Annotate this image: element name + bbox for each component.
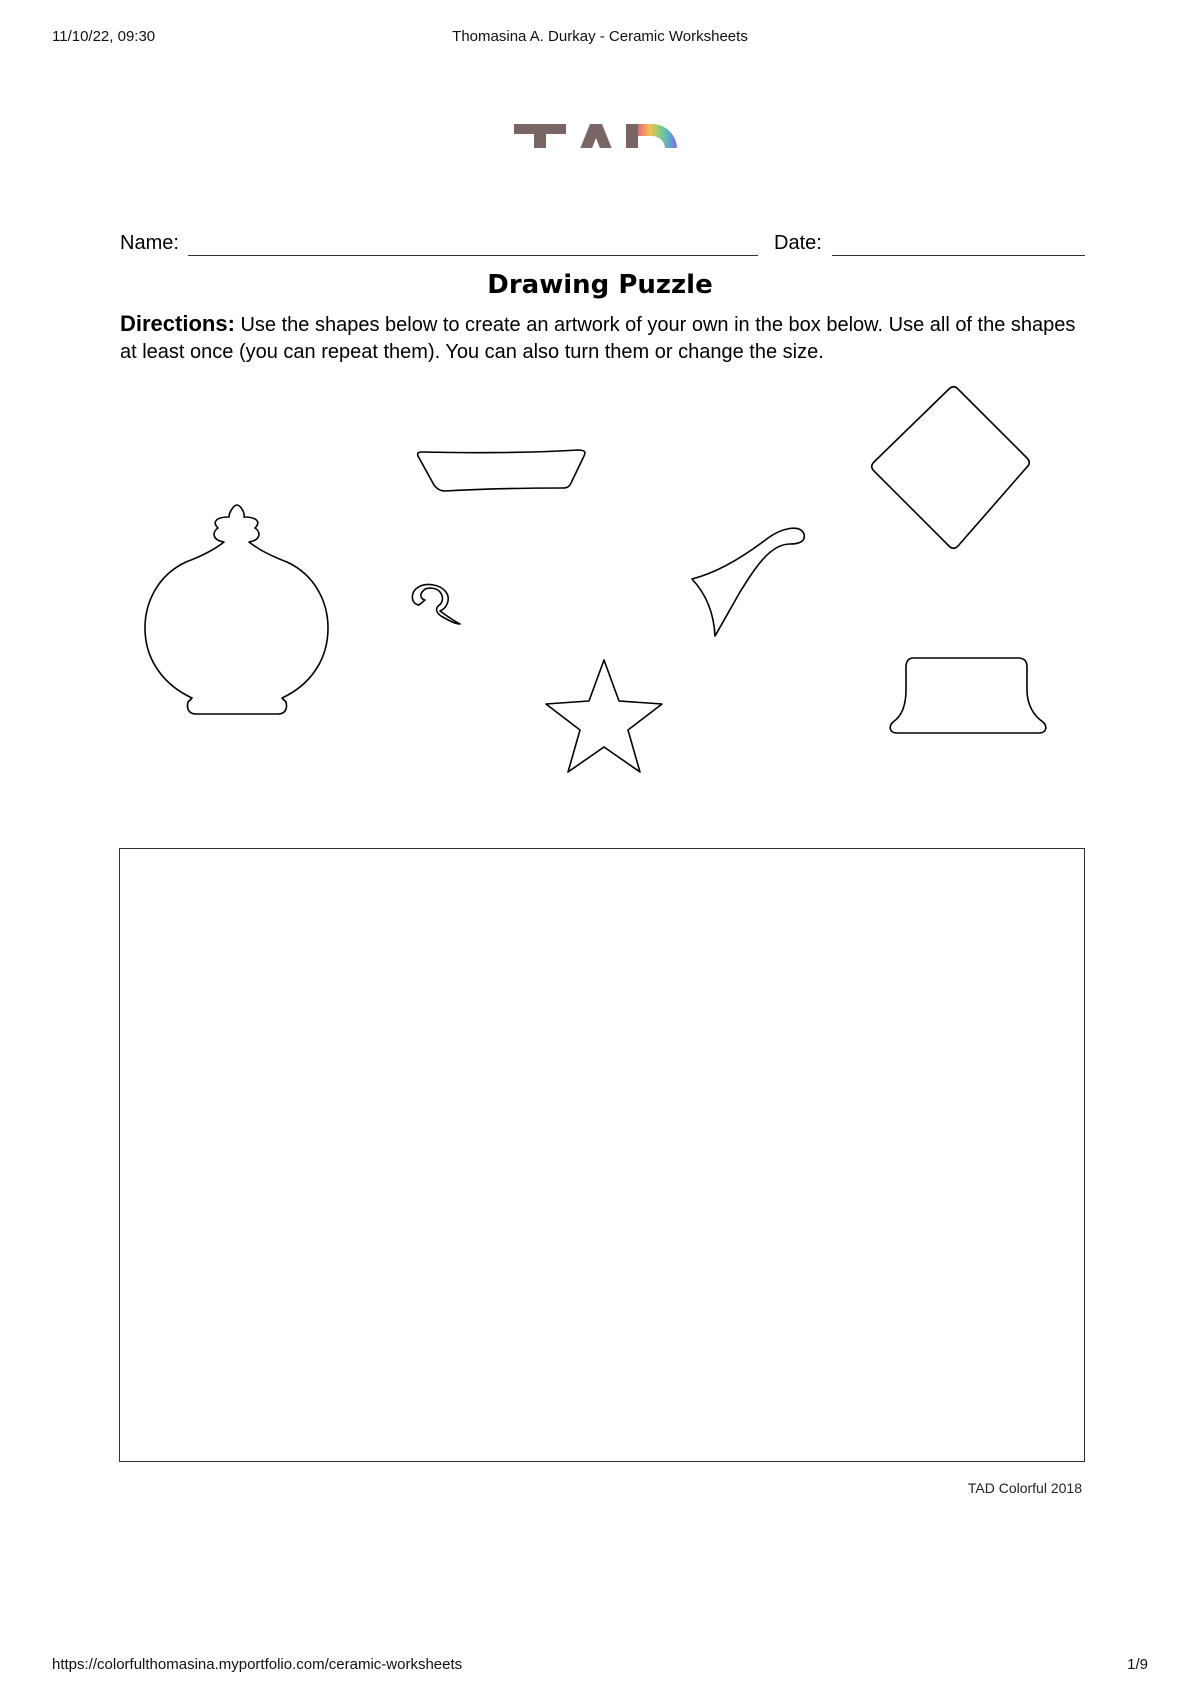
credit-text: TAD Colorful 2018	[967, 1480, 1082, 1496]
name-field[interactable]	[188, 255, 758, 256]
star-outline	[546, 660, 662, 772]
print-page-title: Thomasina A. Durkay - Ceramic Worksheets	[452, 28, 748, 45]
handle-outline	[692, 528, 804, 636]
date-field[interactable]	[832, 255, 1085, 256]
jar-outline	[145, 505, 328, 714]
directions-text: Use the shapes below to create an artwork of your own in the box below. Use all of the shapes at least once (you can repeat them). You can also turn them or change the size.	[120, 314, 1076, 363]
print-footer	[0, 1656, 1200, 1676]
name-date-line	[120, 230, 1085, 260]
page-url[interactable]: https://colorfulthomasina.myportfolio.com/ceramic-worksheets	[52, 1656, 463, 1673]
hook-outline	[412, 585, 460, 624]
print-datetime: 11/10/22, 09:30	[52, 28, 156, 45]
page-number: 1/9	[1127, 1656, 1148, 1673]
tad-logo	[512, 120, 692, 148]
directions	[120, 310, 1090, 366]
print-header	[0, 28, 1200, 48]
drawing-box[interactable]	[119, 848, 1085, 1462]
worksheet-title: Drawing Puzzle	[487, 270, 713, 300]
dish-outline	[418, 450, 585, 491]
date-label: Date:	[774, 232, 822, 254]
diamond-outline	[872, 387, 1030, 549]
name-label: Name:	[120, 232, 179, 254]
tad-logo-graphic	[512, 120, 692, 148]
foot-base-outline	[890, 658, 1046, 733]
directions-label: Directions:	[120, 311, 235, 336]
